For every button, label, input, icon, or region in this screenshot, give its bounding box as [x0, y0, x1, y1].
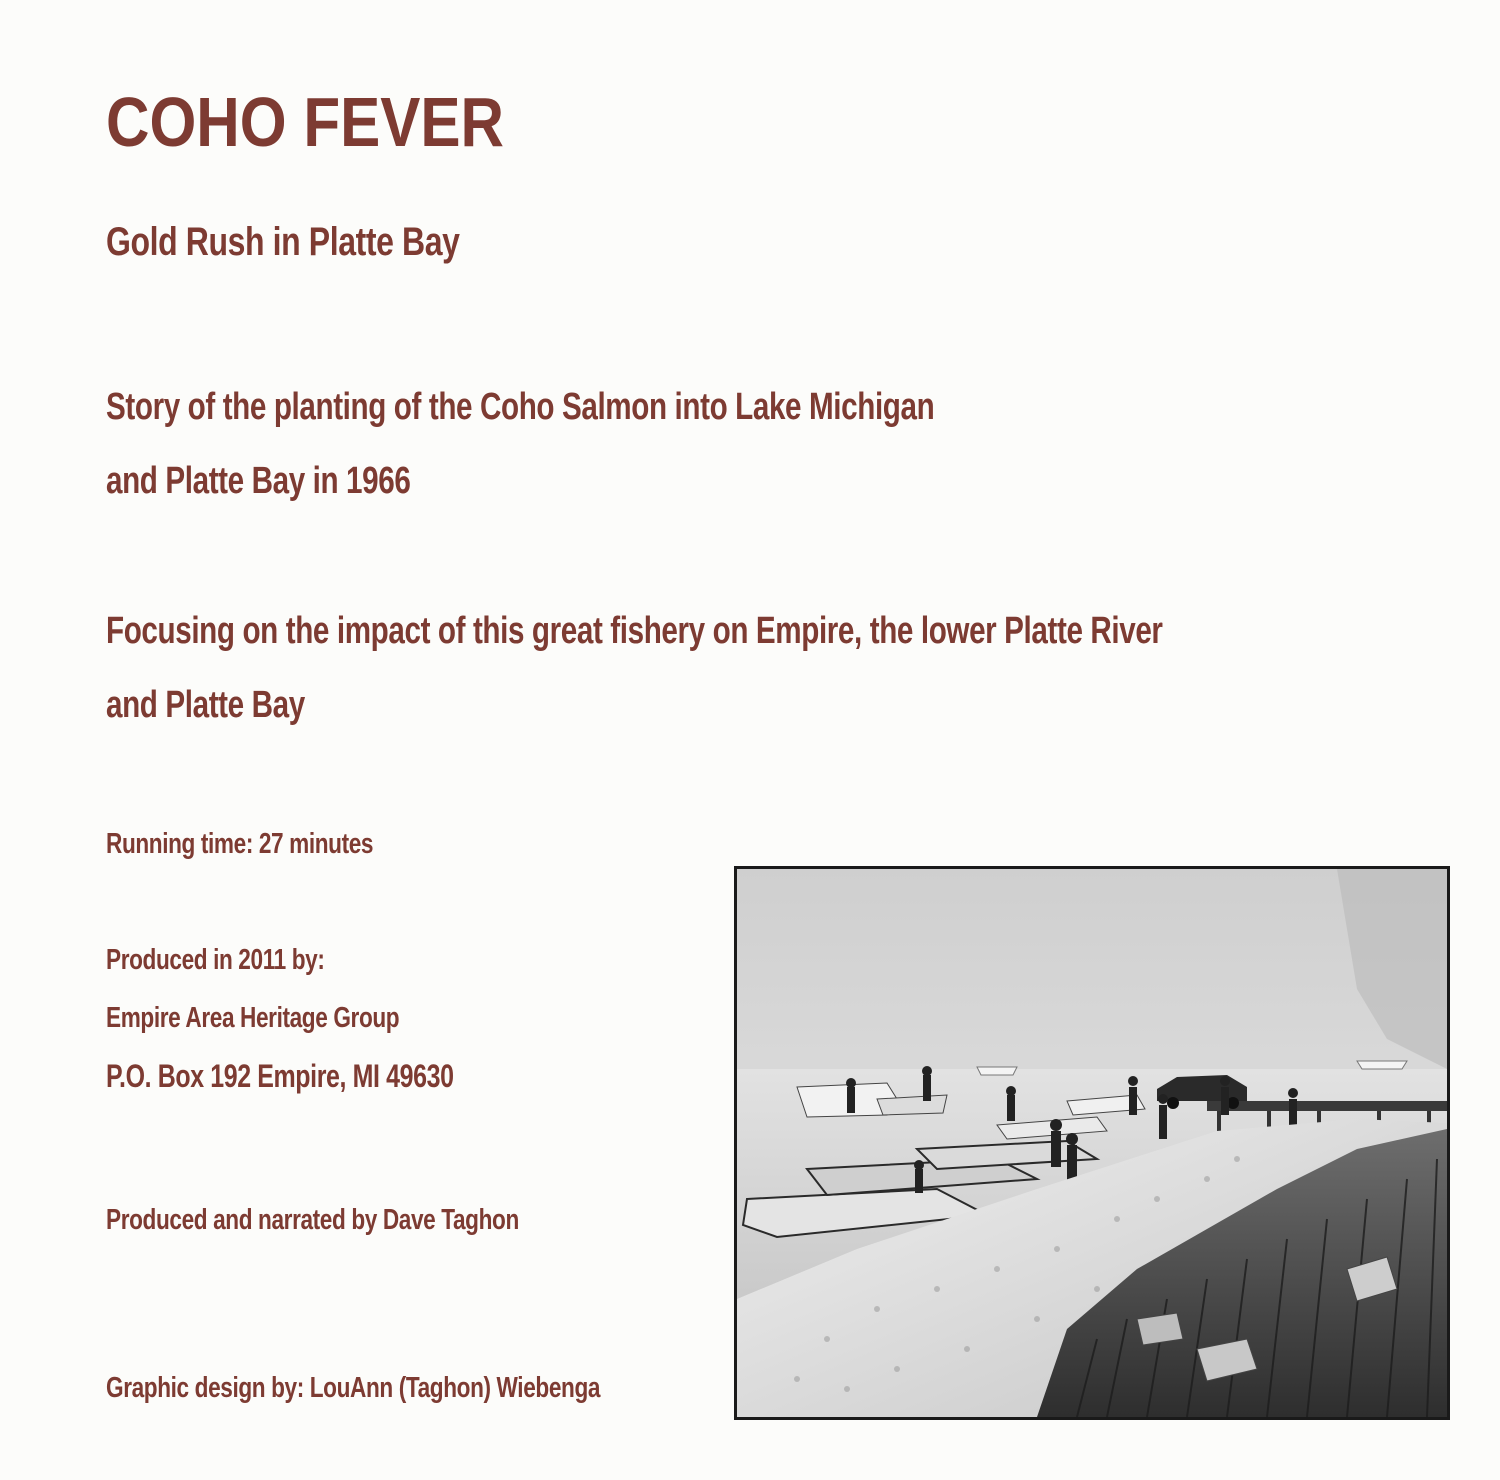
organization-name: Empire Area Heritage Group	[106, 1002, 400, 1034]
graphic-design-credit: Graphic design by: LouAnn (Taghon) Wiebenga	[106, 1372, 601, 1404]
organization-address: P.O. Box 192 Empire, MI 49630	[106, 1058, 454, 1094]
produced-in-label: Produced in 2011 by:	[106, 944, 325, 976]
page-title: COHO FEVER	[106, 83, 505, 161]
story-line-2: and Platte Bay in 1966	[106, 460, 411, 502]
beach-boats-photo	[734, 866, 1450, 1420]
story-line-1: Story of the planting of the Coho Salmon into Lake Michigan	[106, 386, 935, 428]
narrator-credit: Produced and narrated by Dave Taghon	[106, 1204, 519, 1236]
running-time: Running time: 27 minutes	[106, 828, 374, 860]
page-subtitle: Gold Rush in Platte Bay	[106, 220, 460, 264]
focus-line-1: Focusing on the impact of this great fishery on Empire, the lower Platte River	[106, 610, 1163, 652]
focus-line-2: and Platte Bay	[106, 684, 305, 726]
photo-illustration	[737, 869, 1447, 1417]
